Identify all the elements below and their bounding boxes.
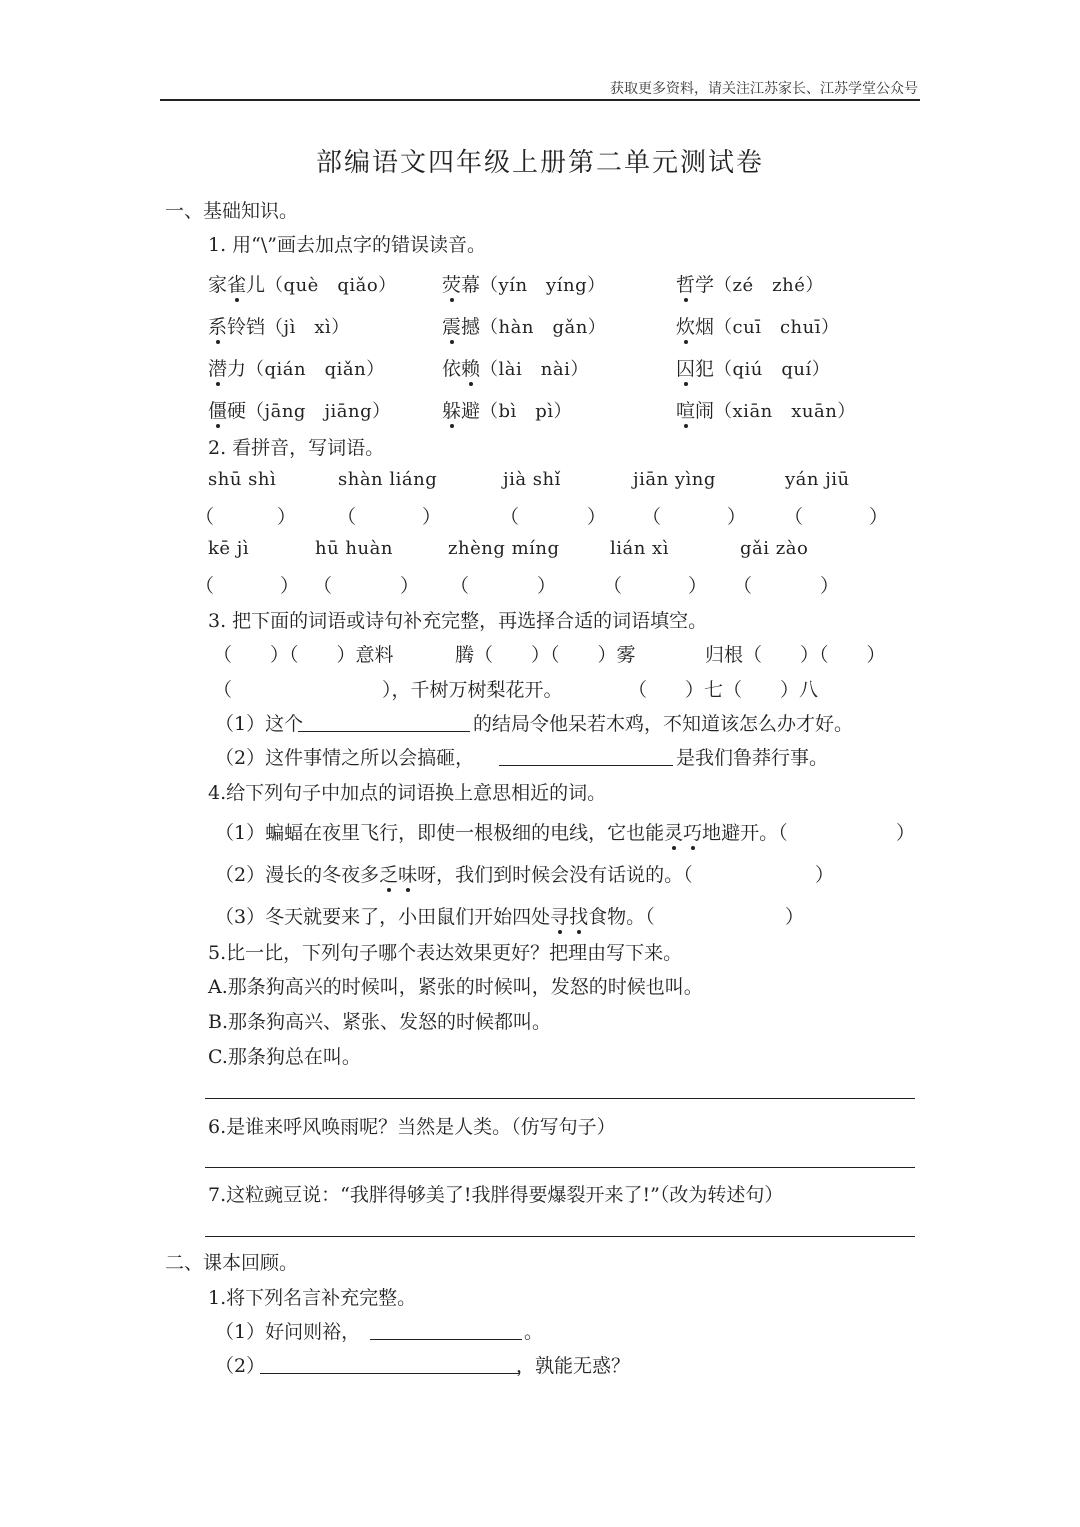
q2-answer-paren-open[interactable]: （ — [500, 506, 520, 528]
q1-item-pinyin-options[interactable]: （qián qiǎn） — [246, 359, 385, 380]
q3-fill-1: （ ）（ ）意料 — [213, 644, 394, 666]
q1-item-suffix: 犯 — [695, 358, 715, 380]
header-note: 获取更多资料，请关注江苏家长、江苏学堂公众号 — [610, 81, 918, 97]
q1-item-suffix: 铃铛 — [227, 316, 266, 338]
q1-item-suffix: 学 — [695, 274, 715, 296]
q3-fill-2: 腾（ ）（ ）雾 — [455, 644, 636, 666]
q2-answer-paren-close[interactable]: ） — [820, 575, 840, 597]
q1-item-pinyin-options[interactable]: （jì xì） — [265, 317, 350, 338]
q4-sentence-2 — [215, 860, 693, 887]
q3-fill-4-rest: ），千树万树梨花开。 — [382, 679, 563, 701]
s2-q1-line-2-pre: （2） — [215, 1355, 266, 1377]
q2-answer-paren-close[interactable]: ） — [280, 575, 300, 597]
q1-item-dotted-char: 潜 — [208, 354, 227, 381]
q2-answer-paren-open[interactable]: （ — [642, 506, 662, 528]
q2-answer-paren-open[interactable]: （ — [603, 575, 623, 597]
q4-s1-pre: （1）蝙蝠在夜里飞行，即使一根极细的电线，它也能 — [215, 822, 665, 844]
q4-sentence-1 — [215, 818, 788, 845]
q1-item — [676, 396, 856, 423]
q3-prompt: 3. 把下面的词语或诗句补充完整，再选择合适的词语填空。 — [208, 610, 708, 632]
q2-pinyin: yán jiū — [785, 469, 850, 490]
q1-item-pinyin-options[interactable]: （cuī chuī） — [714, 317, 840, 338]
q4-dotted-char: 巧 — [683, 818, 702, 845]
q2-answer-paren-close[interactable]: ） — [727, 506, 747, 528]
q1-item-prefix: 家 — [208, 274, 228, 296]
q4-s2-post: 呀，我们到时候会没有话说的。（ — [417, 864, 693, 886]
q1-item-suffix: 烟 — [695, 316, 715, 338]
q2-answer-paren-open[interactable]: （ — [313, 575, 333, 597]
q1-item-dotted-char: 哲 — [676, 270, 695, 297]
q3-fill-3: 归根（ ）（ ） — [705, 644, 886, 666]
q1-item-dotted-char: 雀 — [227, 270, 246, 297]
q1-item — [208, 354, 385, 381]
q4-s2-pre: （2）漫长的冬夜多 — [215, 864, 380, 886]
q4-s3-post: 食物。（ — [588, 906, 655, 928]
q1-item-dotted-char: 囚 — [676, 354, 695, 381]
q7-answer-line[interactable] — [205, 1236, 915, 1237]
q2-answer-paren-close[interactable]: ） — [869, 506, 889, 528]
q1-item-suffix: 幕 — [461, 274, 481, 296]
s2-q1-prompt: 1.将下列名言补充完整。 — [208, 1287, 417, 1309]
q2-pinyin: gǎi zào — [740, 538, 809, 559]
q4-dotted-char: 味 — [398, 860, 417, 887]
q1-item-pinyin-options[interactable]: （hàn gǎn） — [480, 317, 607, 338]
q7-prompt: 7.这粒豌豆说：“我胖得够美了!我胖得要爆裂开来了!”（改为转述句） — [208, 1184, 784, 1206]
q4-s1-post: 地避开。（ — [702, 822, 788, 844]
q1-item-pinyin-options[interactable]: （qiú quí） — [714, 359, 831, 380]
q1-item-dotted-char: 系 — [208, 312, 227, 339]
q1-item-dotted-char: 躲 — [442, 396, 461, 423]
q1-item-dotted-char: 僵 — [208, 396, 227, 423]
q1-item — [442, 312, 606, 339]
q3-sentence-2-post: 是我们鲁莽行事。 — [676, 747, 829, 769]
q1-item-suffix: 避 — [461, 400, 481, 422]
q2-answer-paren-close[interactable]: ） — [277, 506, 297, 528]
q5-prompt: 5.比一比，下列句子哪个表达效果更好？把理由写下来。 — [208, 942, 683, 964]
q1-item-dotted-char: 赖 — [461, 354, 480, 381]
s2-q1-line-2-post: ，孰能无惑？ — [516, 1355, 631, 1377]
q1-item-suffix: 力 — [227, 358, 247, 380]
q1-item — [208, 396, 391, 423]
q2-pinyin: shàn liáng — [338, 469, 438, 490]
q1-item-suffix: 闹 — [695, 400, 715, 422]
q2-answer-paren-open[interactable]: （ — [733, 575, 753, 597]
q3-sentence-1-pre: （1）这个 — [215, 713, 304, 735]
q2-answer-paren-close[interactable]: ） — [587, 506, 607, 528]
q5-answer-line[interactable] — [205, 1098, 915, 1099]
q1-item-pinyin-options[interactable]: （xiān xuān） — [714, 401, 856, 422]
s2-q1-line-1-post: 。 — [524, 1321, 544, 1343]
q1-item-suffix: 撼 — [461, 316, 481, 338]
q2-pinyin: hū huàn — [315, 538, 393, 559]
page-title: 部编语文四年级上册第二单元测试卷 — [315, 148, 764, 178]
q1-item — [676, 354, 830, 381]
q4-dotted-char: 寻 — [550, 902, 569, 929]
q5-option-a: A.那条狗高兴的时候叫，紧张的时候叫，发怒的时候也叫。 — [208, 976, 703, 998]
q2-prompt: 2. 看拼音，写词语。 — [208, 437, 385, 459]
q4-prompt: 4.给下列句子中加点的词语换上意思相近的词。 — [208, 782, 607, 804]
q3-fill-4-open: （ — [213, 679, 233, 701]
q1-item-pinyin-options[interactable]: （bì pì） — [480, 401, 573, 422]
q1-item-suffix: 硬 — [227, 400, 247, 422]
q2-pinyin: zhèng míng — [448, 538, 560, 559]
q1-item-dotted-char: 喧 — [676, 396, 695, 423]
q2-pinyin: lián xì — [610, 538, 669, 559]
q1-item — [208, 312, 350, 339]
q2-pinyin: shū shì — [208, 469, 277, 490]
q2-answer-paren-close[interactable]: ） — [537, 575, 557, 597]
q3-sentence-2-pre: （2）这件事情之所以会搞砸， — [215, 747, 475, 769]
q2-answer-paren-open[interactable]: （ — [195, 506, 215, 528]
header-rule — [160, 99, 920, 101]
q2-pinyin: jiān yìng — [633, 469, 716, 490]
q2-answer-paren-close[interactable]: ） — [688, 575, 708, 597]
q2-answer-paren-close[interactable]: ） — [422, 506, 442, 528]
s2-q1-line-1-blank[interactable] — [370, 1339, 522, 1340]
q4-s1-close: ） — [896, 822, 916, 844]
q4-s2-close: ） — [815, 864, 835, 886]
q1-item — [442, 270, 606, 297]
q1-item — [676, 312, 840, 339]
q1-item — [676, 270, 824, 297]
q1-item-dotted-char: 震 — [442, 312, 461, 339]
q1-item-dotted-char: 炊 — [676, 312, 695, 339]
s2-q1-line-1-pre: （1）好问则裕， — [215, 1321, 361, 1343]
q5-option-b: B.那条狗高兴、紧张、发怒的时候都叫。 — [208, 1011, 552, 1033]
q2-answer-paren-open[interactable]: （ — [195, 575, 215, 597]
q1-item-pinyin-options[interactable]: （zé zhé） — [714, 275, 824, 296]
q1-item-prefix: 依 — [442, 358, 462, 380]
q2-answer-paren-open[interactable]: （ — [784, 506, 804, 528]
q1-item-pinyin-options[interactable]: （yín yíng） — [480, 275, 606, 296]
q1-item-pinyin-options[interactable]: （jāng jiāng） — [246, 401, 391, 422]
q6-answer-line[interactable] — [205, 1167, 915, 1168]
q3-fill-5: （ ）七（ ）八 — [628, 679, 819, 701]
q4-dotted-char: 找 — [569, 902, 588, 929]
s2-q1-line-2-blank[interactable] — [260, 1373, 520, 1374]
q2-answer-paren-close[interactable]: ） — [400, 575, 420, 597]
q2-pinyin: jià shǐ — [503, 469, 561, 490]
q1-prompt: 1. 用“\”画去加点字的错误读音。 — [208, 234, 486, 256]
q4-s3-pre: （3）冬天就要来了，小田鼠们开始四处 — [215, 906, 551, 928]
q2-pinyin: kē jì — [208, 538, 250, 559]
q2-answer-paren-open[interactable]: （ — [450, 575, 470, 597]
q1-item-dotted-char: 荧 — [442, 270, 461, 297]
q4-s2-dotted-word — [379, 864, 417, 886]
q4-s1-dotted-word — [664, 822, 702, 844]
q1-item-pinyin-options[interactable]: （lài nài） — [480, 359, 589, 380]
q4-sentence-3 — [215, 902, 655, 929]
q2-answer-paren-open[interactable]: （ — [337, 506, 357, 528]
q4-s3-close: ） — [785, 906, 805, 928]
q6-prompt: 6.是谁来呼风唤雨呢？当然是人类。（仿写句子） — [208, 1116, 616, 1138]
section-heading-review: 二、课本回顾。 — [165, 1252, 299, 1274]
q3-sentence-1-post: 的结局令他呆若木鸡，不知道该怎么办才好。 — [473, 713, 854, 735]
q1-item-suffix: 儿 — [246, 274, 266, 296]
q3-sentence-2-blank[interactable] — [499, 765, 673, 766]
q5-option-c: C.那条狗总在叫。 — [208, 1046, 361, 1068]
q1-item-pinyin-options[interactable]: （què qiǎo） — [265, 275, 397, 296]
q4-dotted-char: 乏 — [379, 860, 398, 887]
section-heading-basics: 一、基础知识。 — [165, 200, 299, 222]
q4-dotted-char: 灵 — [664, 818, 683, 845]
q1-item — [208, 270, 397, 297]
q4-s3-dotted-word — [550, 906, 588, 928]
q1-item — [442, 396, 572, 423]
q1-item — [442, 354, 589, 381]
q3-sentence-1-blank[interactable] — [298, 731, 470, 732]
